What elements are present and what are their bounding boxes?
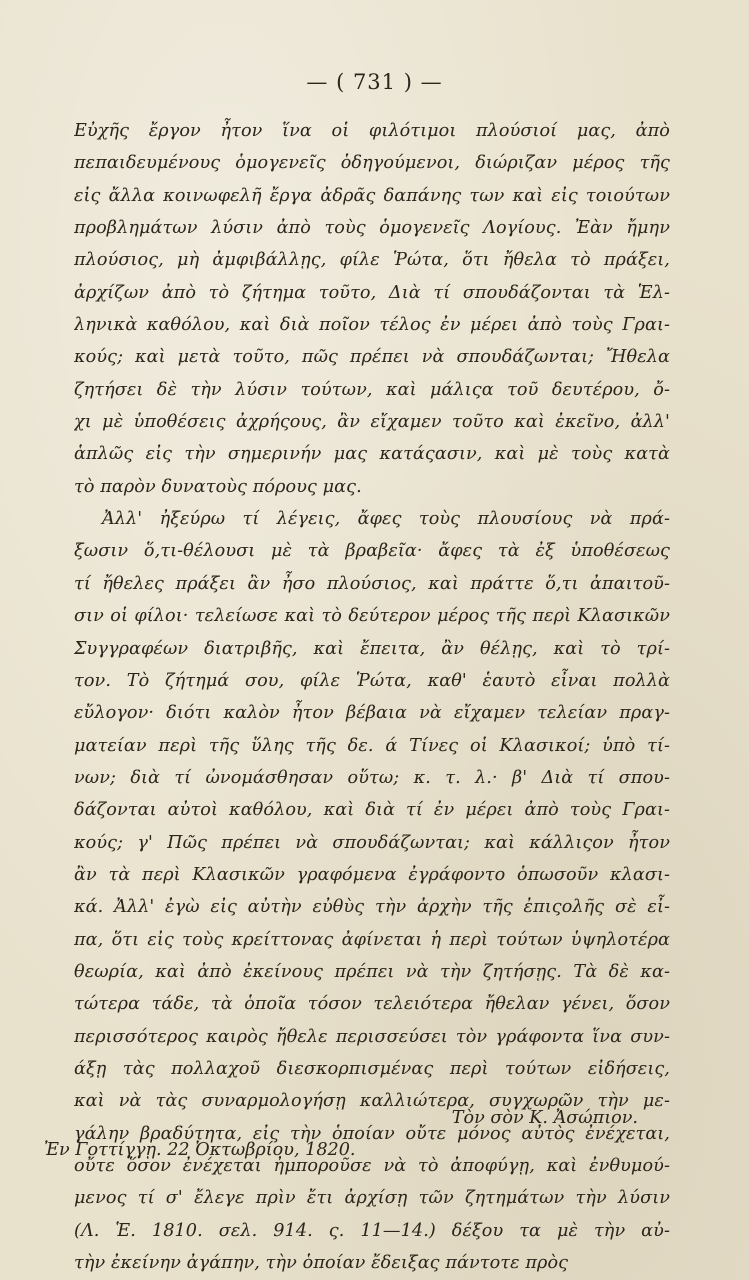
text-line: τον. Τὸ ζήτημά σου, φίλε Ῥώτα, καθ' ἑαυτὸ εἶναι πολλὰ <box>74 670 670 691</box>
text-line: Εὐχῆς ἔργον ἦτον ἵνα οἱ φιλότιμοι πλούσιοί μας, ἀπὸ <box>74 121 670 141</box>
text-line: οὔτε ὅσον ἐνέχεται ἠμποροῦσε νὰ τὸ ἀποφύγῃ, καὶ ἐνθυμού- <box>74 1156 670 1176</box>
text-line: ζητήσει δὲ τὴν λύσιν τούτων, καὶ μάλιςα τοῦ δευτέρου, ὄ- <box>74 379 670 400</box>
text-line: τὴν ἐκείνην ἀγάπην, τὴν ὁποίαν ἔδειξας πάντοτε πρὸς <box>74 1253 569 1274</box>
text-line: πεπαιδευμένους ὁμογενεῖς ὁδηγούμενοι, διώριζαν μέρος τῆς <box>74 153 670 174</box>
text-line: τί ἤθελες πράξει ἂν ἦσο πλούσιος, καὶ πράττε ὅ,τι ἀπαιτοῦ- <box>74 573 670 594</box>
text-line: δάζονται αὐτοὶ καθόλου, καὶ διὰ τί ἐν μέρει ἀπὸ τοὺς Γραι- <box>74 800 670 821</box>
text-line: ἂν τὰ περὶ Κλασικῶν γραφόμενα ἐγράφοντο ὁπωσοῦν κλασι- <box>74 864 670 885</box>
text-line: πα, ὅτι εἰς τοὺς κρείττονας ἀφίνεται ἡ περὶ τούτων ὑψηλοτέρα <box>74 929 670 950</box>
text-line: Συγγραφέων διατριβῆς, καὶ ἔπειτα, ἂν θέλῃς, καὶ τὸ τρί- <box>74 638 670 659</box>
text-line: νων; διὰ τί ὠνομάσθησαν οὕτω; κ. τ. λ.· β' Διὰ τί σπου- <box>74 767 670 788</box>
page-number: — ( 731 ) — <box>306 70 443 94</box>
text-line: χι μὲ ὑποθέσεις ἀχρήςους, ἂν εἴχαμεν τοῦτο καὶ ἐκεῖνο, ἀλλ' <box>74 412 670 433</box>
text-line: Ἀλλ' ἠξεύρω τί λέγεις, ἄφες τοὺς πλουσίους νὰ πρά- <box>102 509 670 530</box>
text-line: κούς; γ' Πῶς πρέπει νὰ σπουδάζωνται; καὶ κάλλιςον ἦτον <box>74 832 670 853</box>
text-line: τὸ παρὸν δυνατοὺς πόρους μας. <box>74 476 362 497</box>
text-line: άξῃ τὰς πολλαχοῦ διεσκορπισμένας περὶ τούτων εἰδήσεις, <box>74 1058 670 1079</box>
text-line: (Λ. Ἑ. 1810. σελ. 914. ς. 11—14.) δέξου τα μὲ τὴν αὐ- <box>74 1220 670 1241</box>
text-line: κούς; καὶ μετὰ τοῦτο, πῶς πρέπει νὰ σπουδάζωνται; Ἤθελα <box>74 347 670 368</box>
text-line: ἀρχίζων ἀπὸ τὸ ζήτημα τοῦτο, Διὰ τί σπουδάζονται τὰ Ἑλ- <box>74 282 670 303</box>
text-line: πλούσιος, μὴ ἀμφιβάλλῃς, φίλε Ῥώτα, ὅτι ἤθελα τὸ πράξει, <box>74 250 670 271</box>
text-line: προβλημάτων λύσιν ἀπὸ τοὺς ὁμογενεῖς Λογίους. Ἐὰν ἤμην <box>74 218 670 239</box>
text-line: ξωσιν ὅ,τι-θέλουσι μὲ τὰ βραβεῖα· ἄφες τὰ ἐξ ὑποθέσεως <box>74 541 670 562</box>
text-line: ματείαν περὶ τῆς ὕλης τῆς δε. ά Τίνες οἱ Κλασικοί; ὑπὸ τί- <box>74 735 670 756</box>
text-line: θεωρία, καὶ ἀπὸ ἐκείνους πρέπει νὰ τὴν ζητήσῃς. Τὰ δὲ κα- <box>74 961 670 982</box>
text-line: εἰς ἄλλα κοινωφελῆ ἔργα ἀδρᾶς δαπάνης των καὶ εἰς τοιούτων <box>74 185 670 206</box>
text-line: μενος τί σ' ἔλεγε πρὶν ἔτι ἀρχίσῃ τῶν ζητημάτων τὴν λύσιν <box>74 1188 670 1209</box>
text-line: κά. Ἀλλ' ἐγὼ εἰς αὐτὴν εὐθὺς τὴν ἀρχὴν τῆς ἐπιςολῆς σὲ εἶ- <box>74 897 670 918</box>
text-line: εὔλογον· διότι καλὸν ἦτον βέβαια νὰ εἴχαμεν τελείαν πραγ- <box>74 703 670 724</box>
text-line: τώτερα τάδε, τὰ ὁποῖα τόσον τελειότερα ἤθελαν γένει, ὅσον <box>74 994 670 1015</box>
text-line: καὶ νὰ τὰς συναρμολογήσῃ καλλιώτερα, συγχωρῶν τὴν με- <box>74 1091 670 1112</box>
text-line: ληνικὰ καθόλου, καὶ διὰ ποῖον τέλος ἐν μέρει ἀπὸ τοὺς Γραι- <box>74 315 670 336</box>
text-line: περισσότερος καιρὸς ἤθελε περισσεύσει τὸν γράφοντα ἵνα συν- <box>74 1026 670 1047</box>
text-line: γάλην βραδύτητα, εἰς τὴν ὁποίαν οὔτε μόνος αὐτὸς ἐνέχεται, <box>74 1123 670 1144</box>
text-line: σιν οἱ φίλοι· τελείωσε καὶ τὸ δεύτερον μέρος τῆς περὶ Κλασικῶν <box>74 606 670 627</box>
dateline: Ἐν Γοττίγγῃ. 22 Ὀκτωβρίου, 1820. <box>44 1140 356 1160</box>
signature: Τὸν σὸν Κ. Ἀσώπιον. <box>451 1108 638 1128</box>
text-line: ἁπλῶς εἰς τὴν σημερινήν μας κατάςασιν, καὶ μὲ τοὺς κατὰ <box>74 444 670 465</box>
body-text <box>74 115 670 1279</box>
